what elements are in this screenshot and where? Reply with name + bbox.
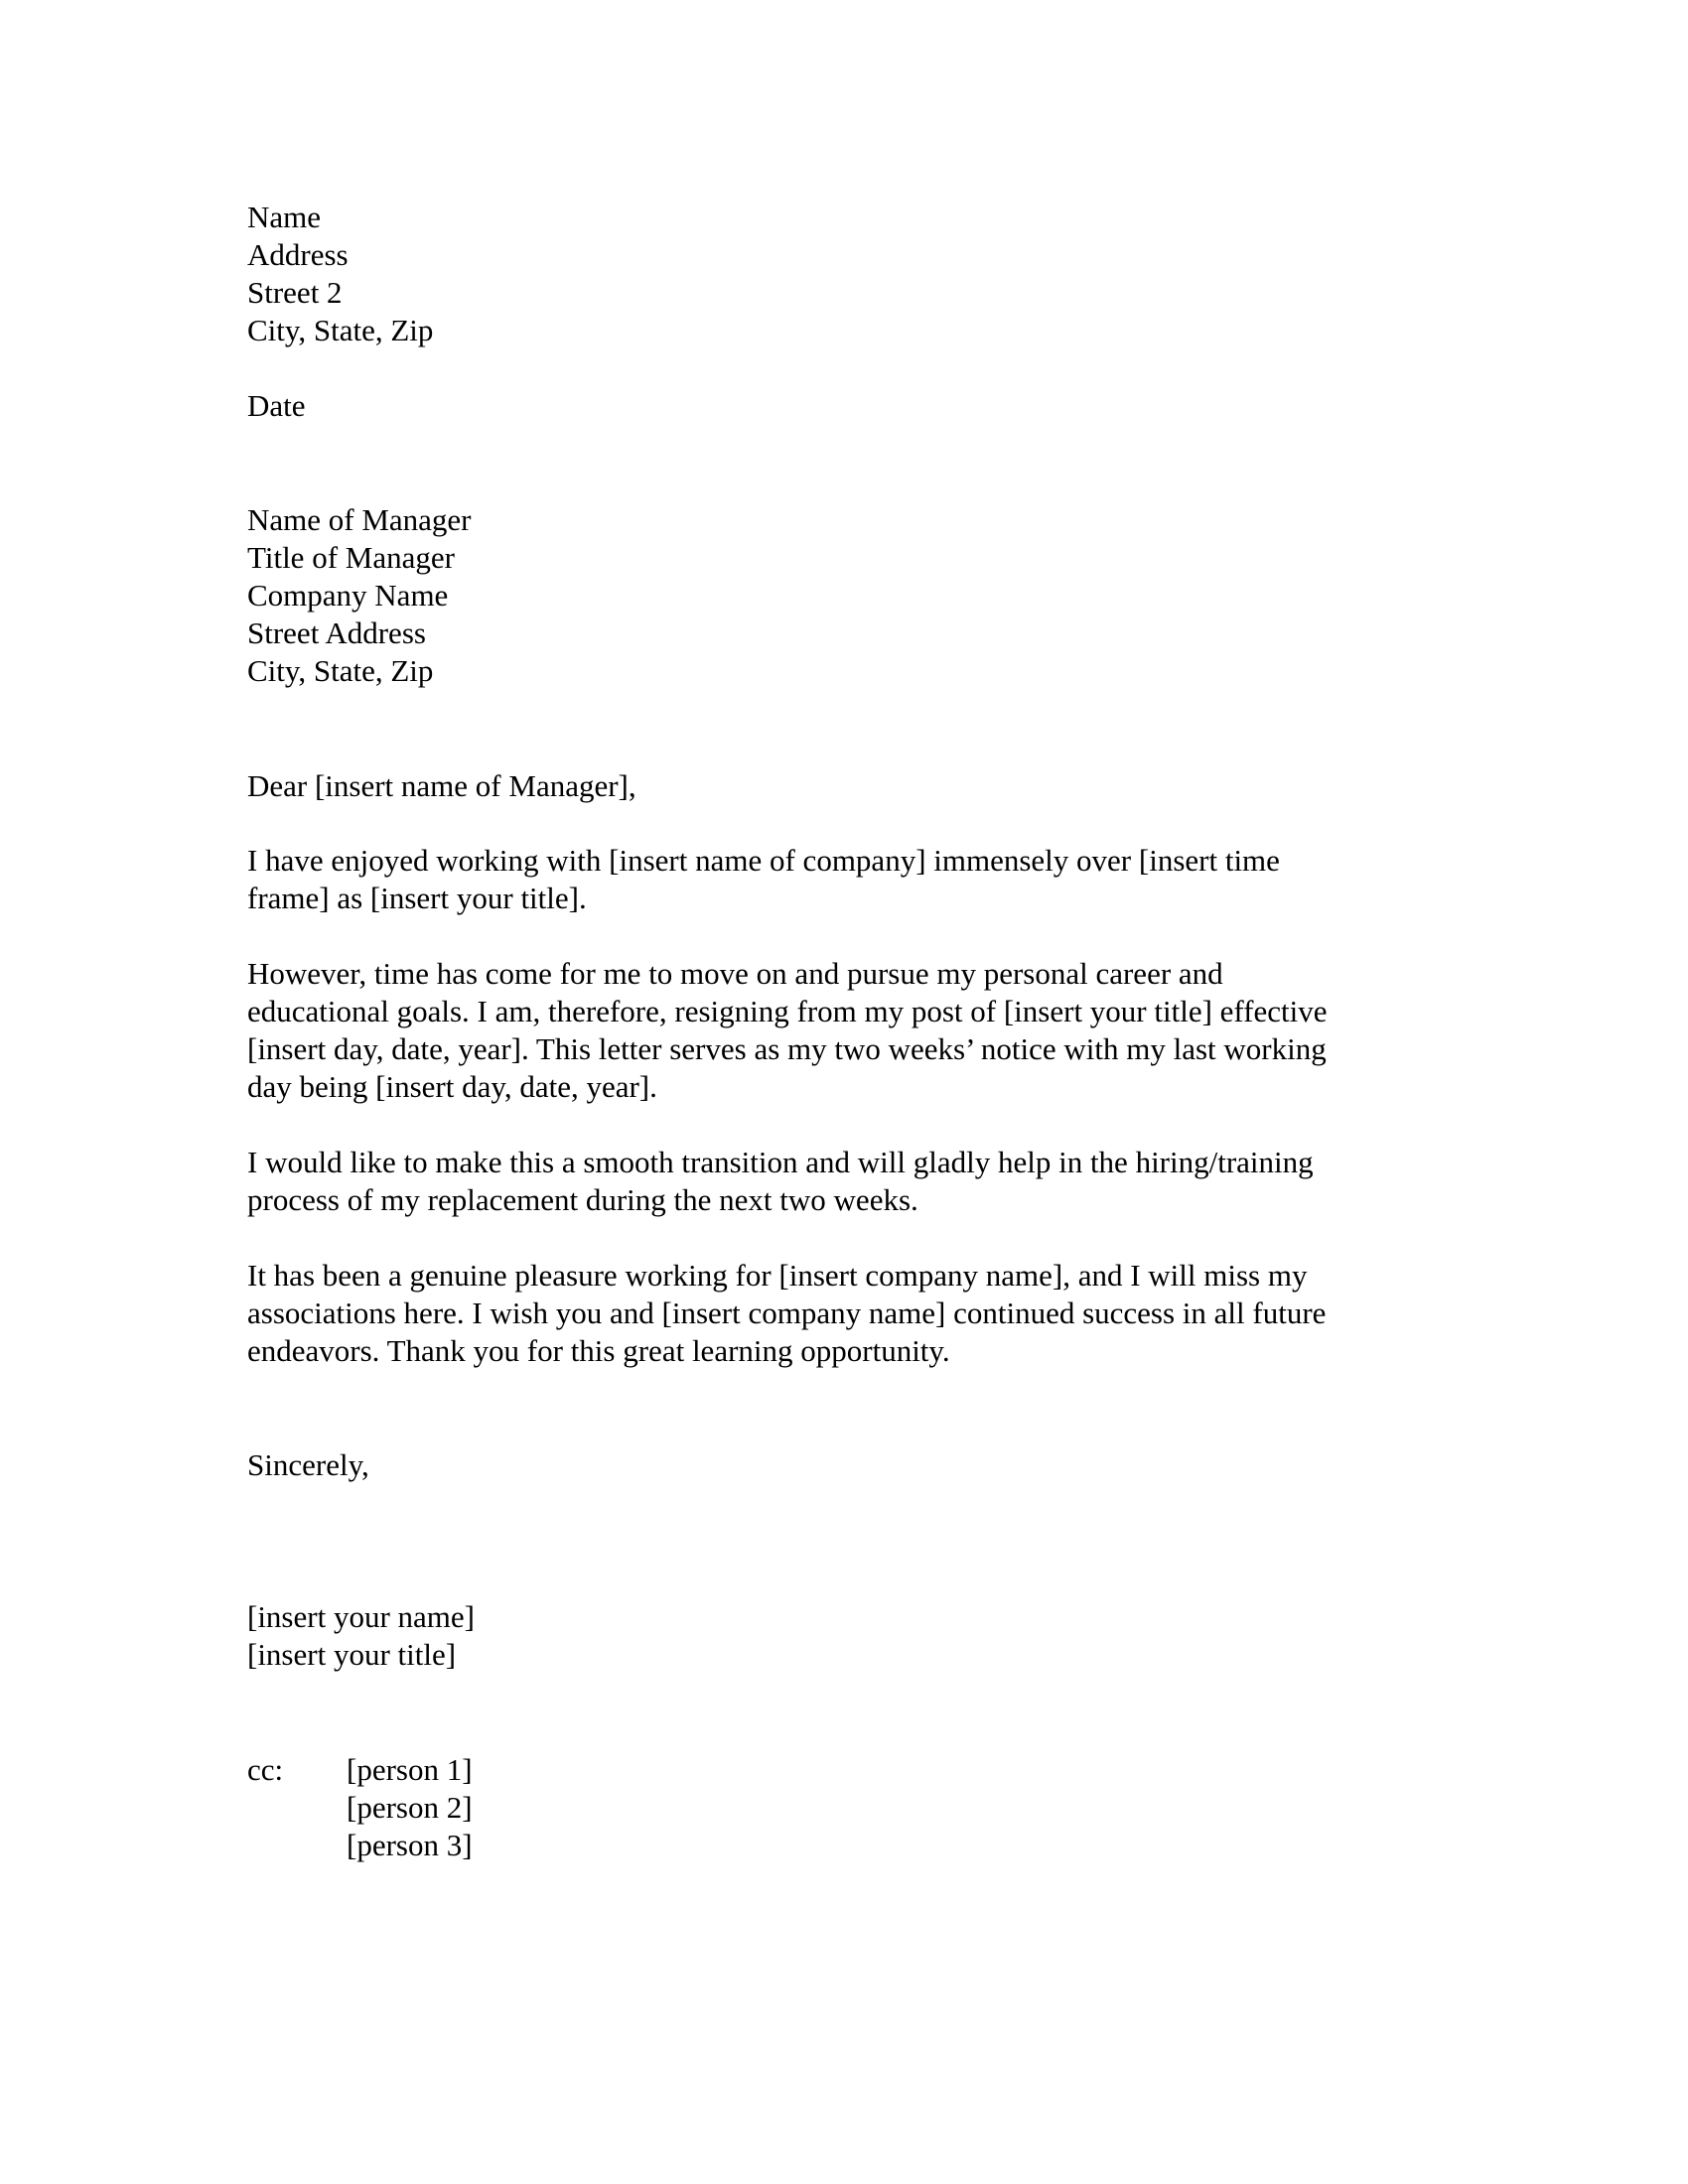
paragraph-2 xyxy=(247,955,1439,1106)
letter-date: Date xyxy=(247,388,306,423)
signature-title: [insert your title] xyxy=(247,1637,457,1672)
recipient-city-state-zip: City, State, Zip xyxy=(247,653,434,688)
paragraph-2-line-4: day being [insert day, date, year]. xyxy=(247,1069,657,1104)
paragraph-3-line-2: process of my replacement during the next two weeks. xyxy=(247,1182,918,1217)
recipient-street: Street Address xyxy=(247,615,426,650)
paragraph-1 xyxy=(247,842,1439,917)
signature-name: [insert your name] xyxy=(247,1599,475,1634)
recipient-title: Title of Manager xyxy=(247,540,455,575)
cc-person-1: [person 1] xyxy=(347,1752,473,1787)
cc-list xyxy=(347,1751,473,1864)
paragraph-3 xyxy=(247,1144,1439,1219)
sender-street2: Street 2 xyxy=(247,275,343,310)
salutation-text: Dear [insert name of Manager], xyxy=(247,768,636,803)
closing xyxy=(247,1446,1439,1484)
cc-label xyxy=(247,1751,283,1789)
paragraph-2-line-3: [insert day, date, year]. This letter serves as my two weeks’ notice with my last working xyxy=(247,1031,1327,1066)
recipient-address-block xyxy=(247,501,1439,690)
paragraph-1-line-2: frame] as [insert your title]. xyxy=(247,881,587,915)
paragraph-4-line-1: It has been a genuine pleasure working for [insert company name], and I will miss my xyxy=(247,1258,1308,1293)
paragraph-3-line-1: I would like to make this a smooth transition and will gladly help in the hiring/training xyxy=(247,1145,1314,1179)
paragraph-4-line-3: endeavors. Thank you for this great learning opportunity. xyxy=(247,1333,950,1368)
cc-label-text: cc: xyxy=(247,1752,284,1787)
paragraph-1-line-1: I have enjoyed working with [insert name of company] immensely over [insert time xyxy=(247,843,1280,878)
signature-block xyxy=(247,1598,1439,1674)
cc-person-2: [person 2] xyxy=(347,1790,473,1825)
recipient-company: Company Name xyxy=(247,578,449,613)
paragraph-4-line-2: associations here. I wish you and [insert company name] continued success in all future xyxy=(247,1296,1327,1330)
recipient-name: Name of Manager xyxy=(247,502,472,537)
paragraph-4 xyxy=(247,1257,1439,1370)
sender-address: Address xyxy=(247,237,349,272)
paragraph-2-line-2: educational goals. I am, therefore, resigning from my post of [insert your title] effective xyxy=(247,994,1328,1028)
sender-address-block xyxy=(247,199,1439,349)
cc-person-3: [person 3] xyxy=(347,1828,473,1862)
date-line xyxy=(247,387,1439,425)
closing-text: Sincerely, xyxy=(247,1447,369,1482)
salutation xyxy=(247,767,1439,805)
paragraph-2-line-1: However, time has come for me to move on and pursue my personal career and xyxy=(247,956,1223,991)
sender-name: Name xyxy=(247,200,322,234)
sender-city-state-zip: City, State, Zip xyxy=(247,313,434,347)
